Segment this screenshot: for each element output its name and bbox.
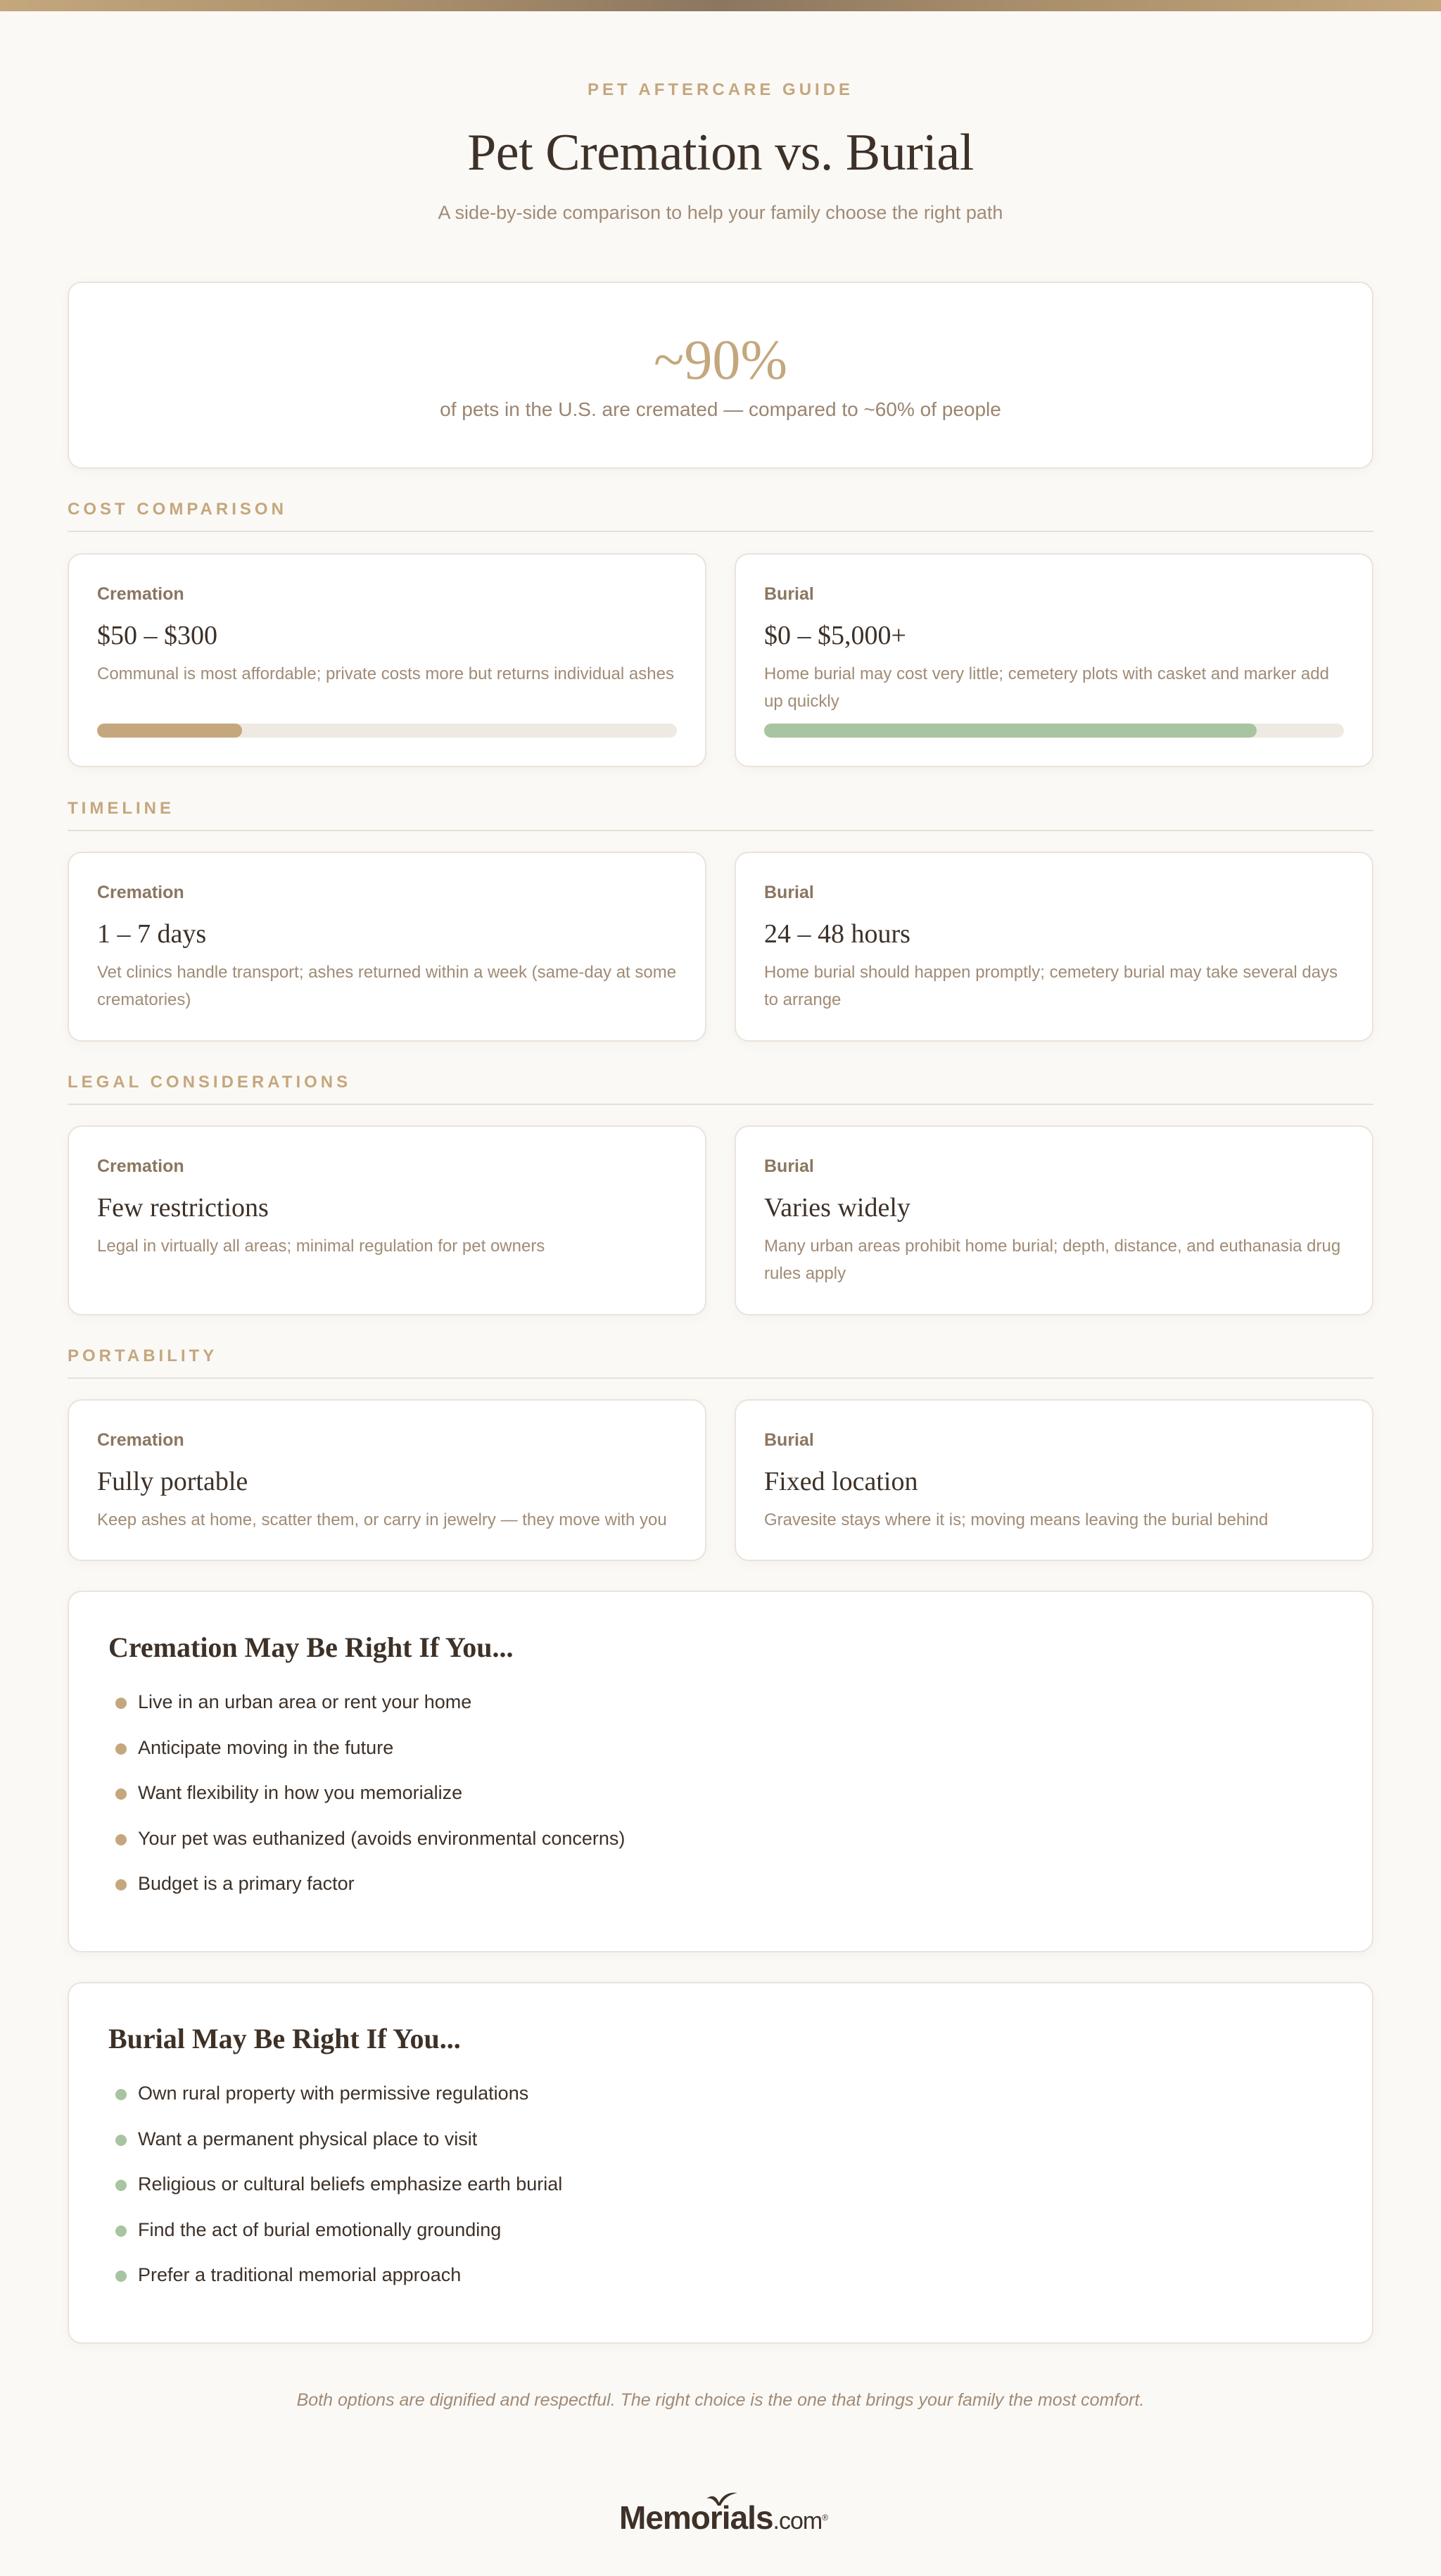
card-description: Gravesite stays where it is; moving means leaving the burial behind <box>764 1510 1269 1529</box>
card-value: 24 – 48 hours <box>764 919 910 949</box>
burial-reasons-list <box>108 2081 562 2308</box>
list-item-text: Find the act of burial emotionally grounding <box>138 2218 502 2240</box>
card-label: Burial <box>764 1430 814 1450</box>
list-item <box>108 1826 625 1871</box>
bullet-dot-icon <box>115 1743 127 1755</box>
list-item <box>108 1871 625 1917</box>
section-label-legal: LEGAL CONSIDERATIONS <box>68 1073 352 1092</box>
top-accent-bar <box>0 0 1441 11</box>
bullet-dot-icon <box>115 2135 127 2146</box>
logo-wordmark <box>619 2499 828 2537</box>
cost-burial-card <box>735 553 1373 767</box>
bullet-dot-icon <box>115 1698 127 1709</box>
page-title: Pet Cremation vs. Burial <box>467 124 974 182</box>
card-description: Communal is most affordable; private costs more but returns individual ashes <box>97 664 674 683</box>
cost-bar-fill <box>764 724 1257 738</box>
cost-bar-track <box>764 724 1344 738</box>
card-label: Cremation <box>97 1430 184 1450</box>
list-item-text: Religious or cultural beliefs emphasize earth burial <box>138 2173 563 2195</box>
legal-cremation-card <box>68 1125 706 1315</box>
list-item-text: Anticipate moving in the future <box>138 1736 394 1758</box>
section-divider <box>68 1377 1373 1379</box>
list-item-text: Your pet was euthanized (avoids environmental concerns) <box>138 1827 626 1849</box>
card-description: Vet clinics handle transport; ashes returned within a week (same-day at some crematories) <box>97 963 677 1009</box>
bullet-dot-icon <box>115 1788 127 1800</box>
closing-note: Both options are dignified and respectful. The right choice is the one that brings your family the most comfort. <box>296 2390 1145 2410</box>
burial-recommendation-card <box>68 1982 1373 2344</box>
memorials-logo[interactable] <box>619 2496 828 2536</box>
bullet-dot-icon <box>115 2180 127 2191</box>
list-item-text: Prefer a traditional memorial approach <box>138 2264 462 2285</box>
card-value: 1 – 7 days <box>97 919 207 949</box>
cremation-reasons-list <box>108 1689 625 1917</box>
logo-suffix: .com <box>773 2508 823 2534</box>
card-value: $0 – $5,000+ <box>764 621 906 650</box>
card-description: Legal in virtually all areas; minimal regulation for pet owners <box>97 1237 545 1256</box>
stat-card <box>68 282 1373 469</box>
card-label: Burial <box>764 584 814 604</box>
list-item <box>108 2126 562 2172</box>
portability-burial-card <box>735 1399 1373 1561</box>
cost-cremation-card <box>68 553 706 767</box>
registered-mark: ® <box>822 2513 828 2523</box>
list-item-text: Live in an urban area or rent your home <box>138 1691 472 1712</box>
list-item-text: Own rural property with permissive regulations <box>138 2083 529 2104</box>
list-item <box>108 2171 562 2217</box>
page-subtitle: A side-by-side comparison to help your family choose the right path <box>438 202 1003 223</box>
card-label: Cremation <box>97 584 184 604</box>
eyebrow-label: PET AFTERCARE GUIDE <box>587 80 854 99</box>
card-value: Fixed location <box>764 1467 918 1496</box>
section-divider <box>68 830 1373 831</box>
card-value: $50 – $300 <box>97 621 217 650</box>
card-description: Many urban areas prohibit home burial; depth, distance, and euthanasia drug rules apply <box>764 1237 1341 1283</box>
legal-burial-card <box>735 1125 1373 1315</box>
cremation-recommendation-card <box>68 1591 1373 1952</box>
section-divider <box>68 1104 1373 1105</box>
bullet-dot-icon <box>115 1879 127 1890</box>
list-item-text: Want a permanent physical place to visit <box>138 2128 478 2149</box>
stat-value: ~90% <box>654 329 787 391</box>
list-title: Burial May Be Right If You... <box>108 2023 461 2054</box>
card-label: Cremation <box>97 1156 184 1176</box>
card-description: Keep ashes at home, scatter them, or carry in jewelry — they move with you <box>97 1510 667 1529</box>
bullet-dot-icon <box>115 2089 127 2100</box>
bullet-dot-icon <box>115 1834 127 1845</box>
card-value: Varies widely <box>764 1193 910 1223</box>
card-description: Home burial should happen promptly; cemetery burial may take several days to arrange <box>764 963 1338 1009</box>
list-item <box>108 2217 562 2263</box>
portability-cremation-card <box>68 1399 706 1561</box>
card-label: Burial <box>764 883 814 902</box>
card-description: Home burial may cost very little; cemetery plots with casket and marker add up quickly <box>764 664 1329 711</box>
list-item <box>108 1689 625 1735</box>
section-divider <box>68 531 1373 532</box>
card-label: Cremation <box>97 883 184 902</box>
cost-bar-track <box>97 724 677 738</box>
card-value: Few restrictions <box>97 1193 269 1223</box>
section-label-cost: COST COMPARISON <box>68 500 287 519</box>
logo-word: Memorials <box>619 2499 773 2536</box>
stat-caption: of pets in the U.S. are cremated — compared to ~60% of people <box>440 398 1001 420</box>
card-value: Fully portable <box>97 1467 248 1496</box>
list-item <box>108 2081 562 2126</box>
timeline-cremation-card <box>68 852 706 1042</box>
card-label: Burial <box>764 1156 814 1176</box>
timeline-burial-card <box>735 852 1373 1042</box>
list-item-text: Want flexibility in how you memorialize <box>138 1782 463 1803</box>
bullet-dot-icon <box>115 2271 127 2282</box>
list-item <box>108 1735 625 1781</box>
section-label-portability: PORTABILITY <box>68 1346 218 1365</box>
list-item <box>108 2262 562 2308</box>
list-item <box>108 1780 625 1826</box>
list-item-text: Budget is a primary factor <box>138 1873 355 1894</box>
section-label-timeline: TIMELINE <box>68 799 174 818</box>
cost-bar-fill <box>97 724 242 738</box>
list-title: Cremation May Be Right If You... <box>108 1631 514 1663</box>
bullet-dot-icon <box>115 2225 127 2237</box>
